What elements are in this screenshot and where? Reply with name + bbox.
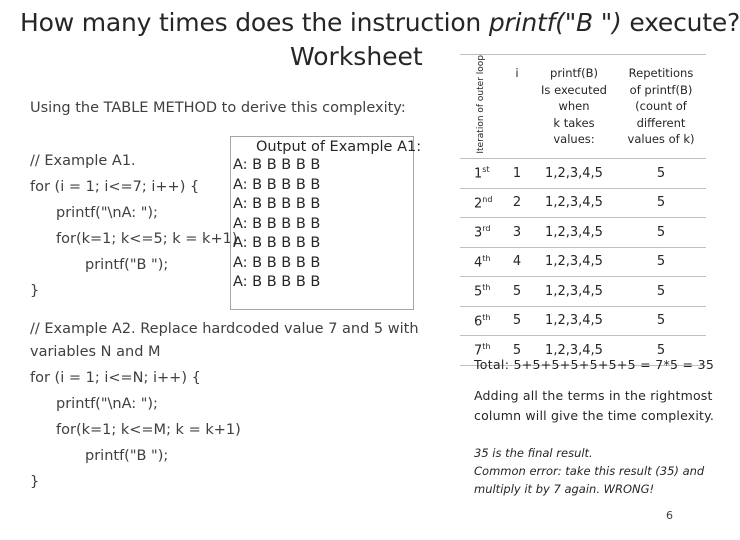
- cell-i: 4: [502, 247, 532, 277]
- code-a1-line4: for(k=1; k<=5; k = k+1): [56, 231, 238, 247]
- cell-repetitions: 5: [616, 336, 706, 366]
- cell-i: 2: [502, 188, 532, 218]
- title-code: printf("B "): [488, 8, 622, 37]
- cell-iteration: 1st: [460, 159, 502, 189]
- cell-k-values: 1,2,3,4,5: [532, 277, 616, 307]
- table-row: [460, 277, 706, 307]
- complexity-table: [460, 54, 706, 366]
- slide-title-line2: Worksheet: [290, 42, 423, 71]
- output-line: A: B B B B B: [233, 157, 321, 173]
- code-a1-line1: // Example A1.: [30, 153, 136, 169]
- table-header-row: [460, 55, 706, 159]
- result-note: [474, 444, 714, 498]
- cell-repetitions: 5: [616, 188, 706, 218]
- code-a2-line1: // Example A2. Replace hardcoded value 7 and 5 with: [30, 321, 419, 337]
- cell-k-values: 1,2,3,4,5: [532, 247, 616, 277]
- cell-k-values: 1,2,3,4,5: [532, 306, 616, 336]
- title-prefix: How many times does the instruction: [20, 8, 489, 37]
- cell-repetitions: 5: [616, 159, 706, 189]
- cell-iteration: 7th: [460, 336, 502, 366]
- cell-k-values: 1,2,3,4,5: [532, 218, 616, 248]
- output-line: A: B B B B B: [233, 274, 321, 290]
- output-line: A: B B B B B: [233, 235, 321, 251]
- code-a2-line6: printf("B ");: [85, 448, 169, 464]
- output-line: A: B B B B B: [233, 176, 321, 193]
- code-a2-line3: for (i = 1; i<=N; i++) {: [30, 370, 201, 386]
- table-row: [460, 247, 706, 277]
- cell-repetitions: 5: [616, 277, 706, 307]
- table-row: [460, 218, 706, 248]
- cell-k-values: 1,2,3,4,5: [532, 336, 616, 366]
- header-iteration: Iteration of outer loop: [460, 55, 502, 159]
- subtitle: Using the TABLE METHOD to derive this complexity:: [30, 100, 406, 116]
- header-i: i: [502, 55, 532, 159]
- adding-explanation: Adding all the terms in the rightmost column will give the time complexity.: [474, 388, 715, 423]
- cell-k-values: 1,2,3,4,5: [532, 188, 616, 218]
- cell-repetitions: 5: [616, 247, 706, 277]
- code-a1-line2: for (i = 1; i<=7; i++) {: [30, 179, 200, 195]
- cell-iteration: 5th: [460, 277, 502, 307]
- code-a1-line3: printf("\nA: ");: [56, 205, 158, 221]
- cell-i: 5: [502, 306, 532, 336]
- code-a2-line7: }: [30, 474, 40, 490]
- output-title: Output of Example A1:: [256, 139, 422, 155]
- cell-iteration: 6th: [460, 306, 502, 336]
- cell-repetitions: 5: [616, 218, 706, 248]
- cell-i: 1: [502, 159, 532, 189]
- cell-i: 5: [502, 336, 532, 366]
- code-a2-line2: variables N and M: [30, 344, 161, 360]
- output-line: A: B B B B B: [233, 196, 321, 212]
- code-a2-line5: for(k=1; k<=M; k = k+1): [56, 422, 241, 438]
- cell-i: 3: [502, 218, 532, 248]
- cell-i: 5: [502, 277, 532, 307]
- slide-title-line1: [20, 8, 740, 37]
- code-a1-line5: printf("B ");: [85, 257, 169, 273]
- cell-repetitions: 5: [616, 306, 706, 336]
- table-row: [460, 159, 706, 189]
- code-a1-line6: }: [30, 283, 40, 299]
- total-line: Total: 5+5+5+5+5+5+5 = 7*5 = 35: [474, 357, 715, 372]
- output-line: A: B B B B B: [233, 215, 321, 232]
- header-repetitions: Repetitions of printf(B) (count of different values of k): [616, 55, 706, 159]
- note-line1: 35 is the final result.: [474, 446, 593, 460]
- page-number: 6: [666, 509, 673, 522]
- code-a2-line4: printf("\nA: ");: [56, 396, 158, 412]
- cell-k-values: 1,2,3,4,5: [532, 159, 616, 189]
- output-lines: [233, 156, 320, 293]
- note-line2: Common error: take this result (35) and multiply it by 7 again. WRONG!: [474, 464, 705, 496]
- output-line: A: B B B B B: [233, 254, 321, 271]
- table-row: [460, 306, 706, 336]
- title-suffix: execute?: [621, 8, 740, 37]
- header-executed: printf(B) Is executed when k takes values:: [532, 55, 616, 159]
- cell-iteration: 3rd: [460, 218, 502, 248]
- cell-iteration: 2nd: [460, 188, 502, 218]
- cell-iteration: 4th: [460, 247, 502, 277]
- table-row: [460, 188, 706, 218]
